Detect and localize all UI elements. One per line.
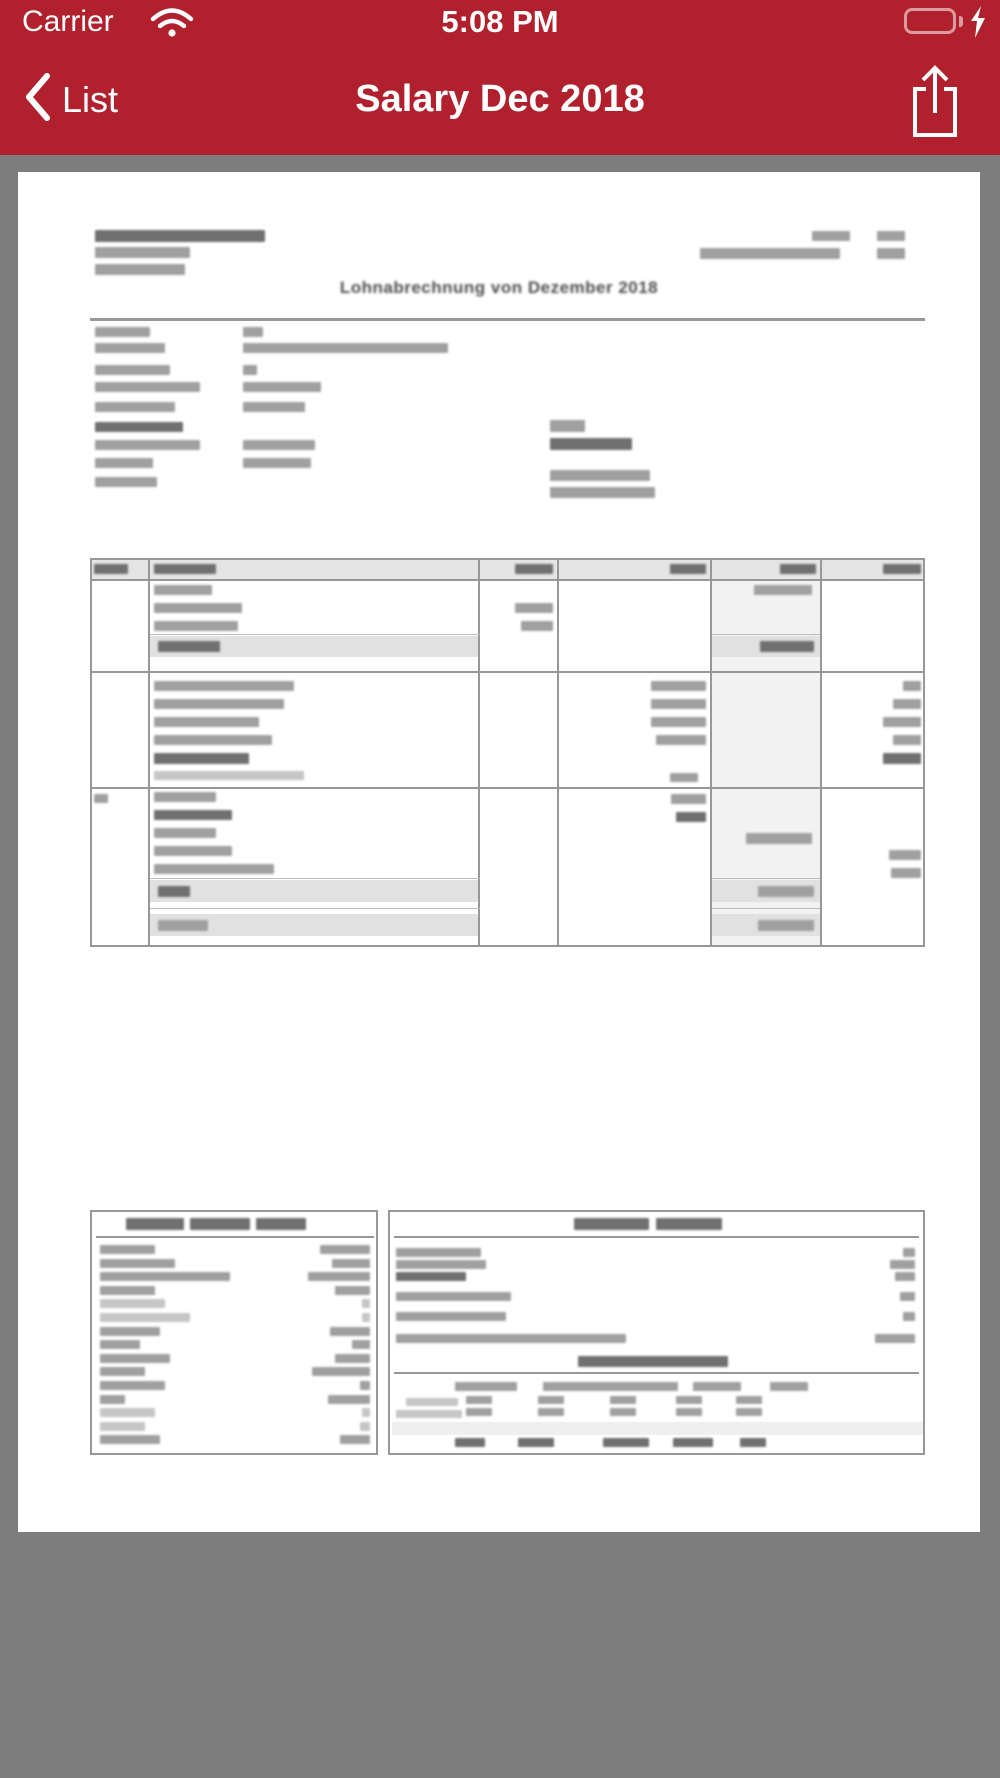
blurred-text-line (94, 794, 108, 803)
blurred-text-line (100, 1408, 155, 1417)
blurred-text-line (95, 402, 175, 412)
blurred-text-line (676, 1396, 702, 1404)
blurred-text-line (330, 1327, 370, 1336)
table-rule (557, 558, 559, 947)
blurred-text-line (154, 771, 304, 780)
blurred-text-line (770, 1382, 808, 1391)
status-time: 5:08 PM (441, 4, 559, 39)
blurred-text-line (100, 1299, 165, 1308)
blurred-text-line (332, 1259, 370, 1268)
blurred-text-line (396, 1248, 481, 1257)
blurred-text-line (243, 382, 321, 392)
blurred-text-line (95, 230, 265, 242)
blurred-text-line (158, 641, 220, 652)
blurred-text-line (574, 1218, 649, 1230)
table-rule (388, 1453, 925, 1455)
blurred-text-line (154, 603, 242, 613)
table-rule (712, 908, 820, 909)
blurred-text-line (158, 920, 208, 931)
blurred-text-line (154, 810, 232, 820)
table-rule (150, 878, 480, 879)
blurred-text-line (895, 1272, 915, 1281)
blurred-text-line (95, 247, 190, 258)
blurred-text-line (455, 1382, 517, 1391)
blurred-text-line (883, 564, 921, 574)
blurred-text-line (100, 1327, 160, 1336)
blurred-text-line (243, 440, 315, 450)
blurred-text-line (362, 1408, 370, 1417)
table-rule (923, 1210, 925, 1455)
carrier-label: Carrier (22, 5, 114, 38)
back-chevron-icon (24, 72, 52, 127)
blurred-text-line (158, 886, 190, 897)
blurred-text-line (651, 681, 706, 691)
blurred-text-line (154, 846, 232, 856)
table-rule (392, 1422, 923, 1435)
blurred-text-line (154, 864, 274, 874)
table-rule (710, 558, 712, 947)
blurred-text-line (656, 1218, 722, 1230)
blurred-text-line (736, 1408, 762, 1416)
page-title: Salary Dec 2018 (355, 78, 645, 120)
blurred-text-line (877, 231, 905, 241)
blurred-text-line (396, 1410, 462, 1418)
blurred-text-line (100, 1395, 125, 1404)
blurred-text-line (670, 564, 706, 574)
blurred-text-line (538, 1396, 564, 1404)
blurred-text-line (360, 1381, 370, 1390)
blurred-text-line (100, 1435, 160, 1444)
blurred-text-line (243, 343, 448, 353)
blurred-text-line (466, 1396, 492, 1404)
blurred-text-line (95, 458, 153, 468)
blurred-text-line (154, 681, 294, 691)
table-rule (712, 878, 820, 879)
blurred-text-line (889, 850, 921, 860)
blurred-text-line (95, 343, 165, 353)
blurred-text-line (538, 1408, 564, 1416)
blurred-text-line (603, 1438, 649, 1447)
blurred-text-line (903, 681, 921, 691)
blurred-text-line (154, 621, 238, 631)
blurred-text-line (903, 1248, 915, 1257)
blurred-text-line (893, 699, 921, 709)
table-rule (96, 1236, 374, 1238)
status-bar (0, 0, 1000, 44)
table-rule (90, 1210, 378, 1212)
blurred-text-line (360, 1422, 370, 1431)
blurred-text-line (396, 1292, 511, 1301)
blurred-text-line (335, 1286, 370, 1295)
blurred-text-line (676, 812, 706, 822)
blurred-text-line (312, 1367, 370, 1376)
blurred-text-line (100, 1340, 140, 1349)
table-rule (148, 558, 150, 947)
blurred-text-line (406, 1398, 458, 1406)
blurred-text-line (396, 1334, 626, 1343)
blurred-text-line (671, 794, 706, 804)
table-rule (90, 579, 925, 581)
blurred-text-line (100, 1354, 170, 1363)
blurred-text-line (651, 717, 706, 727)
blurred-text-line (100, 1367, 145, 1376)
blurred-text-line (154, 792, 216, 802)
blurred-text-line (550, 438, 632, 450)
table-rule (150, 880, 478, 902)
blurred-text-line (891, 868, 921, 878)
blurred-text-line (883, 753, 921, 764)
blurred-text-line (812, 231, 850, 241)
table-rule (90, 671, 925, 673)
document-page[interactable] (18, 172, 980, 1532)
table-rule (388, 1210, 390, 1455)
document-scroll-area[interactable] (0, 155, 1000, 1778)
blurred-text-line (243, 327, 263, 337)
blurred-text-line (890, 1260, 915, 1269)
table-rule (90, 318, 925, 321)
blurred-text-line (760, 641, 814, 652)
blurred-text-line (154, 585, 212, 595)
table-rule (820, 558, 822, 947)
blurred-text-line (543, 1382, 678, 1391)
blurred-text-line (100, 1313, 190, 1322)
blurred-text-line (154, 699, 284, 709)
blurred-text-line (320, 1245, 370, 1254)
blurred-text-line (100, 1245, 155, 1254)
blurred-text-line (740, 1438, 766, 1447)
blurred-text-line (656, 735, 706, 745)
blurred-text-line (154, 753, 249, 764)
blurred-text-line (100, 1272, 230, 1281)
blurred-text-line (95, 477, 157, 487)
document-heading: Lohnabrechnung von Dezember 2018 (339, 278, 659, 297)
blurred-text-line (190, 1218, 250, 1230)
table-rule (150, 908, 480, 909)
blurred-text-line (676, 1408, 702, 1416)
blurred-text-line (396, 1312, 506, 1321)
blurred-text-line (352, 1340, 370, 1349)
battery-icon (904, 8, 956, 34)
navigation-bar (0, 44, 1000, 155)
blurred-text-line (455, 1438, 485, 1447)
blurred-text-line (877, 248, 905, 259)
blurred-text-line (396, 1260, 486, 1269)
blurred-text-line (758, 886, 814, 897)
blurred-text-line (243, 458, 311, 468)
blurred-text-line (362, 1313, 370, 1322)
table-rule (376, 1210, 378, 1455)
blurred-text-line (610, 1408, 636, 1416)
blurred-text-line (154, 828, 216, 838)
table-rule (478, 558, 480, 947)
table-rule (923, 558, 925, 947)
blurred-text-line (256, 1218, 306, 1230)
blurred-text-line (95, 365, 170, 375)
blurred-text-line (754, 585, 812, 595)
blurred-text-line (100, 1381, 165, 1390)
blurred-text-line (154, 717, 259, 727)
blurred-text-line (746, 833, 812, 844)
blurred-text-line (903, 1312, 915, 1321)
back-button-label: List (62, 78, 119, 120)
blurred-text-line (95, 327, 150, 337)
share-icon (907, 63, 963, 146)
blurred-text-line (651, 699, 706, 709)
blurred-text-line (340, 1435, 370, 1444)
blurred-text-line (670, 773, 698, 782)
table-rule (90, 558, 92, 947)
table-rule (388, 1210, 925, 1212)
blurred-text-line (126, 1218, 184, 1230)
blurred-text-line (693, 1382, 741, 1391)
blurred-text-line (780, 564, 816, 574)
blurred-text-line (362, 1299, 370, 1308)
blurred-text-line (154, 564, 216, 574)
blurred-text-line (758, 920, 814, 931)
blurred-text-line (578, 1356, 728, 1367)
table-rule (90, 1453, 378, 1455)
share-button[interactable] (900, 62, 970, 146)
blurred-text-line (515, 603, 553, 613)
blurred-text-line (335, 1354, 370, 1363)
charging-bolt-icon (968, 6, 988, 43)
blurred-text-line (550, 487, 655, 498)
blurred-text-line (100, 1286, 155, 1295)
blurred-text-line (515, 564, 553, 574)
blurred-text-line (466, 1408, 492, 1416)
blurred-text-line (396, 1272, 466, 1281)
blurred-text-line (893, 735, 921, 745)
blurred-text-line (550, 470, 650, 481)
blurred-text-line (308, 1272, 370, 1281)
table-rule (150, 634, 480, 635)
blurred-text-line (243, 365, 257, 375)
blurred-text-line (875, 1334, 915, 1343)
table-rule (394, 1236, 919, 1238)
blurred-text-line (100, 1422, 145, 1431)
blurred-text-line (900, 1292, 915, 1301)
blurred-text-line (94, 564, 128, 574)
blurred-text-line (95, 422, 183, 432)
blurred-text-line (95, 440, 200, 450)
table-rule (394, 1372, 919, 1374)
blurred-text-line (95, 382, 200, 392)
table-rule (90, 945, 925, 947)
blurred-text-line (550, 420, 585, 432)
blurred-text-line (518, 1438, 554, 1447)
table-rule (90, 787, 925, 789)
blurred-text-line (736, 1396, 762, 1404)
blurred-text-line (521, 621, 553, 631)
blurred-text-line (700, 248, 840, 259)
table-rule (90, 1210, 92, 1455)
blurred-text-line (95, 264, 185, 275)
table-rule (90, 558, 925, 560)
blurred-text-line (243, 402, 305, 412)
blurred-text-line (328, 1395, 370, 1404)
blurred-text-line (610, 1396, 636, 1404)
blurred-text-line (673, 1438, 713, 1447)
table-rule (712, 634, 820, 635)
blurred-text-line (154, 735, 272, 745)
battery-tip (959, 16, 963, 27)
blurred-text-line (883, 717, 921, 727)
back-button[interactable] (24, 44, 118, 155)
blurred-text-line (100, 1259, 175, 1268)
